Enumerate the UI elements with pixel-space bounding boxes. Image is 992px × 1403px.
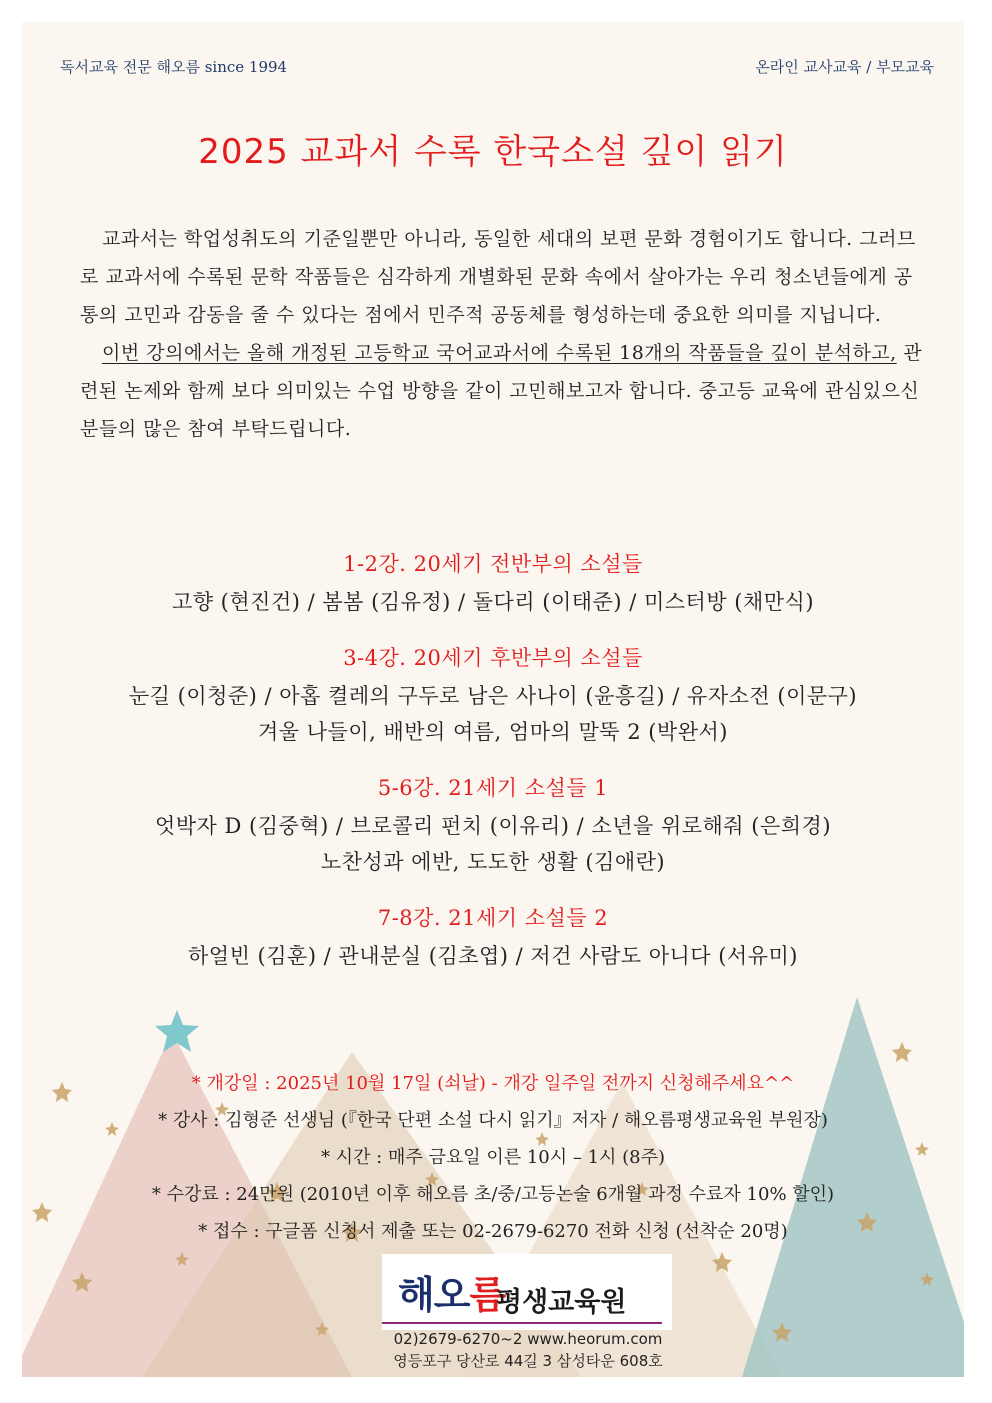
lecture-title: 1-2강. 20세기 전반부의 소설들 [343, 552, 643, 576]
lecture-item [22, 544, 964, 620]
logo-brand-part: 해오 [398, 1273, 470, 1317]
lecture-works: 눈길 (이청준) / 아홉 켤레의 구두로 남은 사나이 (윤흥길) / 유자소전 (이문구) [128, 684, 858, 708]
time-info: * 시간 : 매주 금요일 이른 10시 – 1시 (8주) [320, 1147, 666, 1168]
apply-info: * 접수 : 구글폼 신청서 제출 또는 02-2679-6270 전화 신청 (선착순 20명) [198, 1221, 788, 1242]
fee-info: * 수강료 : 24만원 (2010년 이후 해오름 초/중/고등논술 6개월 과정 수료자 10% 할인) [151, 1184, 835, 1205]
lecture-works: 노찬성과 에반, 도도한 생활 (김애란) [320, 850, 666, 874]
lecture-item [22, 898, 964, 974]
start-date-info: * 개강일 : 2025년 10월 17일 (쇠날) - 개강 일주일 전까지 신청해주세요^^ [191, 1073, 795, 1094]
lecture-works: 겨울 나들이, 배반의 여름, 엄마의 말뚝 2 (박완서) [258, 720, 728, 744]
course-info [22, 1065, 964, 1250]
contact-info [378, 1328, 678, 1372]
header-tagline: 독서교육 전문 해오름 since 1994 [60, 58, 288, 76]
logo-brand-part: 름 [469, 1273, 506, 1317]
intro-paragraph-2-rest: 관련된 논제와 함께 보다 의미있는 수업 방향을 같이 고민해보고자 합니다. 중고등 교육에 관심있으신 분들의 많은 참여 부탁드립니다. [80, 342, 923, 440]
institute-logo [382, 1254, 672, 1330]
lecture-works: 엇박자 D (김중혁) / 브로콜리 펀치 (이유리) / 소년을 위로해줘 (은희경) [154, 814, 832, 838]
header-category: 온라인 교사교육 / 부모교육 [755, 58, 934, 76]
logo-subtitle: 평생교육원 [496, 1287, 627, 1318]
flyer-page [22, 22, 964, 1377]
lecture-works: 하얼빈 (김훈) / 관내분실 (김초엽) / 저건 사람도 아니다 (서유미) [188, 944, 798, 968]
logo-divider [382, 1322, 662, 1324]
intro-paragraph-1: 교과서는 학업성취도의 기준일뿐만 아니라, 동일한 세대의 보편 문화 경험이기도 합니다. 그러므로 교과서에 수록된 문학 작품들은 심각하게 개별화된 문화 속에서 살아가는 우리 청소년들에게 공통의 고민과 감동을 줄 수 있다는 점에서 민주적 공동체를 형성하는데 중요한 의미를 지닙니다. [80, 228, 916, 326]
lecture-list [22, 544, 964, 992]
contact-address: 영등포구 당산로 44길 3 삼성타운 608호 [393, 1352, 663, 1370]
page-title: 2025 교과서 수록 한국소설 깊이 읽기 [198, 132, 788, 172]
lecture-title: 3-4강. 20세기 후반부의 소설들 [343, 646, 643, 670]
lecture-works: 고향 (현진건) / 봄봄 (김유정) / 돌다리 (이태준) / 미스터방 (채만식) [171, 590, 815, 614]
intro-paragraph-2 [80, 334, 926, 448]
intro-underlined-text: 이번 강의에서는 올해 개정된 고등학교 국어교과서에 수록된 18개의 작품들을 깊이 분석하고, [102, 342, 897, 364]
lecture-item [22, 638, 964, 750]
contact-phone-web: 02)2679-6270~2 www.heorum.com [393, 1330, 663, 1348]
logo-brand [398, 1264, 505, 1319]
intro-section [80, 220, 926, 448]
lecture-title: 5-6강. 21세기 소설들 1 [377, 776, 609, 800]
teacher-info: * 강사 : 김형준 선생님 (『한국 단편 소설 다시 읽기』저자 / 해오름평생교육원 부원장) [158, 1110, 828, 1131]
lecture-title: 7-8강. 21세기 소설들 2 [377, 906, 609, 930]
lecture-item [22, 768, 964, 880]
